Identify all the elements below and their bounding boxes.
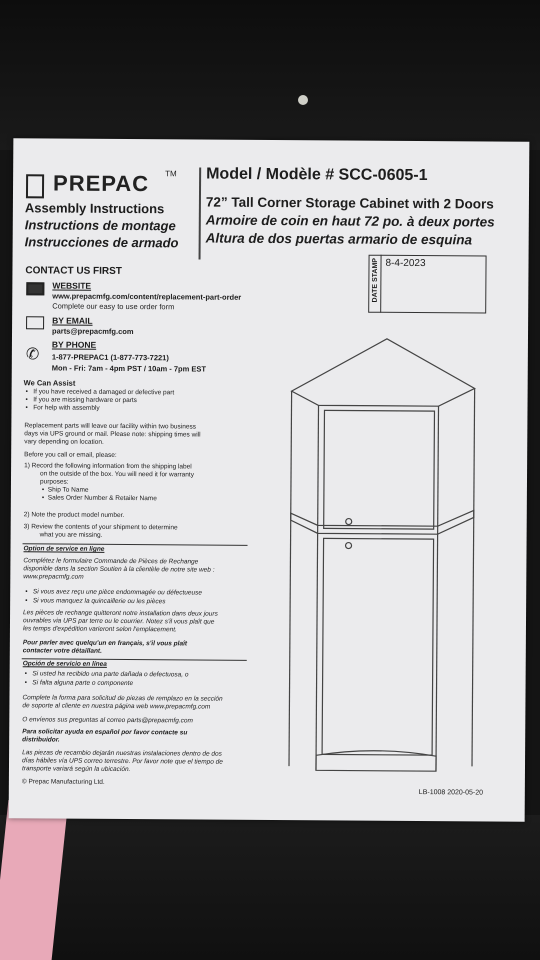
phone-icon: ✆ bbox=[25, 346, 40, 364]
website-url[interactable]: www.prepacmfg.com/content/replacement-part-order bbox=[52, 291, 242, 302]
upper-knob bbox=[346, 519, 352, 525]
wall-bolt bbox=[298, 95, 308, 105]
website-note: Complete our easy to use order form bbox=[52, 301, 175, 312]
phone-heading: BY PHONE bbox=[51, 339, 97, 350]
date-stamp-label-cell bbox=[368, 255, 381, 313]
step-2: 2) Note the product model number. bbox=[23, 511, 125, 519]
monitor-icon bbox=[26, 282, 44, 295]
background-top bbox=[0, 0, 540, 150]
contact-heading: CONTACT US FIRST bbox=[25, 265, 122, 277]
product-title-fr: Armoire de coin en haut 72 po. à deux portes bbox=[205, 212, 495, 230]
fr-paragraph-3: Pour parler avec quelqu'un en français, s'il vous plaît contacter votre détaillant. bbox=[22, 639, 188, 655]
fr-heading: Option de service en ligne bbox=[23, 545, 105, 553]
es-bullet: • Si falta alguna parte o componente bbox=[24, 679, 134, 688]
lower-door bbox=[322, 538, 434, 755]
fr-paragraph-1: Complétez le formulaire Commande de Pièces de Rechange disponible dans la section Soutien à la clientèle de notre site web : www.prepacmfg.com bbox=[23, 557, 215, 581]
subtitle-fr: Instructions de montage bbox=[24, 217, 176, 234]
before-text: Before you call or email, please: bbox=[24, 451, 117, 459]
email-address[interactable]: parts@prepacmfg.com bbox=[52, 326, 134, 337]
model-number: Model / Modèle # SCC-0605-1 bbox=[206, 165, 428, 185]
assist-heading: We Can Assist bbox=[23, 378, 76, 388]
instruction-sheet bbox=[9, 138, 530, 822]
document-code: LB-1008 2020-05-20 bbox=[418, 789, 484, 797]
fr-bullet: • Si vous avez reçu une pièce endommagée ou défectueuse bbox=[25, 588, 203, 597]
brand-name: PREPAC bbox=[52, 170, 150, 197]
copyright: © Prepac Manufacturing Ltd. bbox=[21, 778, 105, 786]
date-stamp-value: 8-4-2023 bbox=[385, 257, 426, 270]
subtitle-es: Instrucciones de armado bbox=[24, 234, 179, 251]
es-paragraph-3: Para solicitar ayuda en español por favor contacte su distribuidor. bbox=[22, 728, 188, 744]
step-3: 3) Review the contents of your shipment to determine what you are missing. bbox=[23, 523, 178, 539]
cabinet-base bbox=[316, 750, 436, 771]
phone-hours: Mon - Fri: 7am - 4pm PST / 10am - 7pm EST bbox=[51, 363, 207, 374]
email-heading: BY EMAIL bbox=[52, 315, 93, 326]
trademark: TM bbox=[165, 169, 177, 179]
assist-item: • For help with assembly bbox=[25, 404, 100, 412]
assist-item: • If you are missing hardware or parts bbox=[25, 396, 137, 405]
fr-paragraph-2: Les pièces de rechange quitteront notre installation dans deux jours ouvrables via UPS par terre ou le courrier. Notez s'il vous plaît que les temps d'expédition varieront selon l'emplacement. bbox=[22, 609, 218, 634]
es-paragraph-4: Las piezas de recambio dejarán nuestras instalaciones dentro de dos días hábiles vía UPS correo terrestre. Por favor note que el tiempo de transporte variará según la ubicación. bbox=[21, 749, 223, 774]
phone-number: 1-877-PREPAC1 (1-877-773-7221) bbox=[51, 352, 169, 363]
es-heading: Opción de servicio en línea bbox=[22, 660, 107, 668]
es-paragraph-1: Complete la forma para solicitud de piezas de remplazo en la sección de soporte al cliente en nuestra página web www.prepacmfg.com bbox=[22, 694, 223, 711]
date-stamp-label: DATE STAMP bbox=[371, 257, 380, 303]
step-1: 1) Record the following information from the shipping label on the outside of the box. You will need it for warranty purposes: • Ship To Name • Sales Order Number & Retailer Name bbox=[24, 462, 194, 503]
corner-cabinet-drawing bbox=[284, 335, 487, 776]
envelope-icon bbox=[26, 316, 44, 329]
product-title-en: 72” Tall Corner Storage Cabinet with 2 Doors bbox=[205, 194, 494, 212]
fr-bullet: • Si vous manquez la quincaillerie ou les pièces bbox=[25, 597, 166, 606]
website-heading: WEBSITE bbox=[52, 280, 92, 291]
prepac-logo-icon bbox=[26, 174, 44, 198]
subtitle-en: Assembly Instructions bbox=[24, 200, 165, 217]
header-divider bbox=[199, 168, 201, 260]
cabinet-top bbox=[292, 338, 475, 406]
lower-knob bbox=[346, 543, 352, 549]
assist-item: • If you have received a damaged or defective part bbox=[25, 388, 175, 397]
es-bullet: • Si usted ha recibido una parte dañada o defectuosa, o bbox=[24, 670, 189, 679]
product-title-es: Altura de dos puertas armario de esquina bbox=[205, 230, 473, 248]
background-bottom bbox=[0, 815, 540, 960]
es-paragraph-2: O envíenos sus preguntas al correo parts@prepacmfg.com bbox=[22, 716, 193, 725]
upper-door bbox=[324, 410, 435, 529]
shipping-paragraph: Replacement parts will leave our facility within two business days via UPS ground or mail. Please note: shipping times will vary depending on location. bbox=[24, 422, 201, 446]
